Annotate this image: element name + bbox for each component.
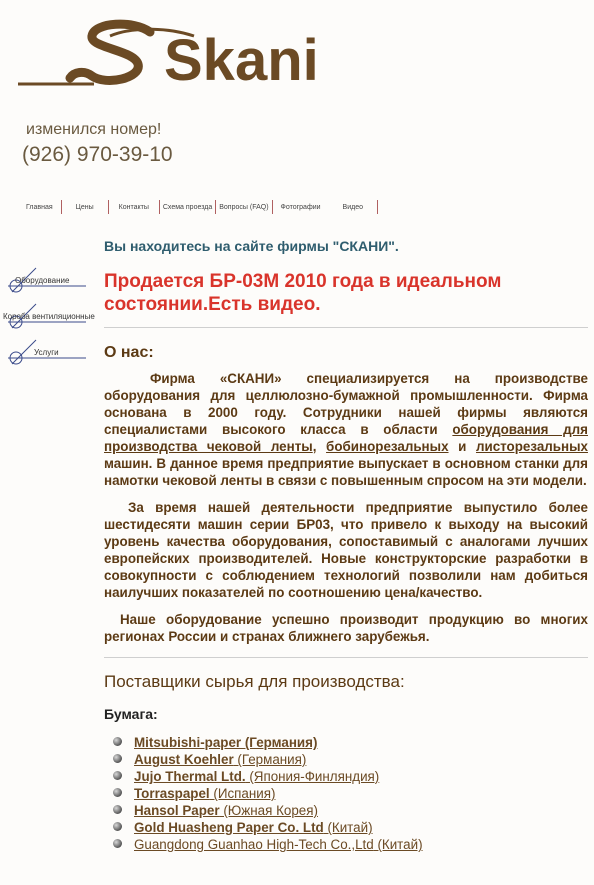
supplier-list — [126, 734, 588, 853]
paper-heading: Бумага: — [104, 706, 158, 722]
bullet-icon — [113, 822, 122, 831]
bullet-icon — [113, 737, 122, 746]
top-navigation — [18, 199, 378, 215]
link-sheet-cutters[interactable]: листорезальных — [475, 439, 588, 454]
supplier-link[interactable] — [134, 820, 373, 835]
list-item — [126, 836, 588, 853]
supplier-country: (Южная Корея) — [219, 803, 318, 818]
nav-photos[interactable]: Фотографии — [280, 203, 321, 211]
sidebar-item-label: Оборудование — [15, 276, 70, 285]
supplier-name: Jujo Thermal Ltd. — [134, 769, 246, 784]
nav-video[interactable]: Видео — [342, 203, 363, 211]
sale-announcement[interactable]: Продается БР-03М 2010 года в идеальном состоянии.Есть видео. — [104, 271, 502, 315]
supplier-name: Torraspapel — [134, 786, 210, 801]
nav-contacts[interactable]: Контакты — [118, 203, 149, 211]
bullet-icon — [113, 771, 122, 780]
list-item — [126, 802, 588, 819]
supplier-country: (Германия) — [233, 752, 307, 767]
supplier-name: Gold Huasheng Paper Co. Ltd — [134, 820, 324, 835]
phone-number: (926) 970-39-10 — [22, 143, 173, 166]
nav-separator — [377, 200, 378, 214]
supplier-link[interactable] — [134, 786, 275, 801]
bullet-icon — [113, 754, 122, 763]
sidebar-item-ducts[interactable] — [0, 298, 95, 334]
about-paragraph-1 — [104, 370, 588, 489]
text: и — [448, 439, 476, 454]
divider — [104, 657, 588, 658]
supplier-country: (Япония-Финляндия) — [245, 769, 380, 784]
supplier-link[interactable] — [134, 803, 318, 818]
about-paragraph-3: Наше оборудование успешно производит продукцию во многих регионах России и странах ближнего зарубежья. — [104, 612, 588, 644]
sidebar-item-label: Услуги — [34, 348, 59, 357]
supplier-link[interactable] — [134, 735, 317, 750]
sidebar-item-equipment[interactable] — [0, 262, 95, 298]
link-receipt-tape-equipment[interactable]: оборудования для производства чековой ленты — [104, 422, 588, 454]
text: машин. В данное время предприятие выпускает в основном станки для намотки чековой ленты в связи с повышенным спросом на эти модели. — [104, 456, 588, 488]
supplier-link[interactable] — [134, 769, 379, 784]
list-item — [126, 768, 588, 785]
supplier-country: (Китай) — [373, 837, 423, 852]
bullet-icon — [113, 805, 122, 814]
supplier-link[interactable] — [134, 752, 306, 767]
supplier-country: (Китай) — [323, 820, 373, 835]
supplier-name: Guangdong Guanhao High-Tech Co.,Ltd — [134, 837, 374, 852]
about-paragraph-2: За время нашей деятельности предприятие выпустило более шестидесяти машин серии БР03, что привело к выходу на высокий уровень качества оборудования, сопоставимый с аналогами лучших европейских производителей. Новые конструкторские разработки в совокупности с соблюдением технологий позволили нам добиться наилучших показателей по соотношению цена/качество. — [104, 500, 588, 600]
sidebar — [0, 262, 95, 370]
logo[interactable] — [14, 14, 384, 94]
nav-home[interactable]: Главная — [26, 203, 53, 211]
logo-text: Skani — [164, 28, 319, 93]
logo-graphic — [14, 14, 384, 94]
suppliers-heading: Поставщики сырья для производства: — [104, 672, 405, 691]
link-reel-cutters[interactable]: бобинорезальных — [326, 439, 449, 454]
site-welcome: Вы находитесь на сайте фирмы "СКАНИ". — [104, 238, 399, 254]
nav-directions[interactable]: Схема проезда — [162, 203, 213, 211]
list-item — [126, 819, 588, 836]
list-item — [126, 785, 588, 802]
nav-prices[interactable]: Цены — [75, 203, 94, 211]
bullet-icon — [113, 839, 122, 848]
text: Фирма «СКАНИ» специализируется на производстве оборудования для целлюлозно-бумажной промышленности. Фирма основана в 2000 году. Сотрудники нашей фирмы являются специалистами высокого класса в области — [104, 371, 588, 437]
about-heading: О нас: — [104, 344, 154, 361]
divider — [104, 327, 588, 328]
sidebar-item-services[interactable] — [0, 334, 95, 370]
bullet-icon — [113, 788, 122, 797]
list-item — [126, 734, 588, 751]
main-content — [104, 238, 588, 853]
supplier-name: Hansol Paper — [134, 803, 220, 818]
supplier-name: Mitsubishi-paper (Германия) — [134, 735, 318, 750]
supplier-link[interactable] — [134, 837, 423, 852]
text: , — [312, 439, 327, 454]
supplier-name: August Koehler — [134, 752, 234, 767]
sidebar-item-label: Короба вентиляционные — [3, 312, 95, 321]
list-item — [126, 751, 588, 768]
supplier-country: (Испания) — [209, 786, 276, 801]
nav-faq[interactable]: Вопросы (FAQ) — [219, 203, 269, 211]
phone-change-note: изменился номер! — [26, 121, 162, 138]
